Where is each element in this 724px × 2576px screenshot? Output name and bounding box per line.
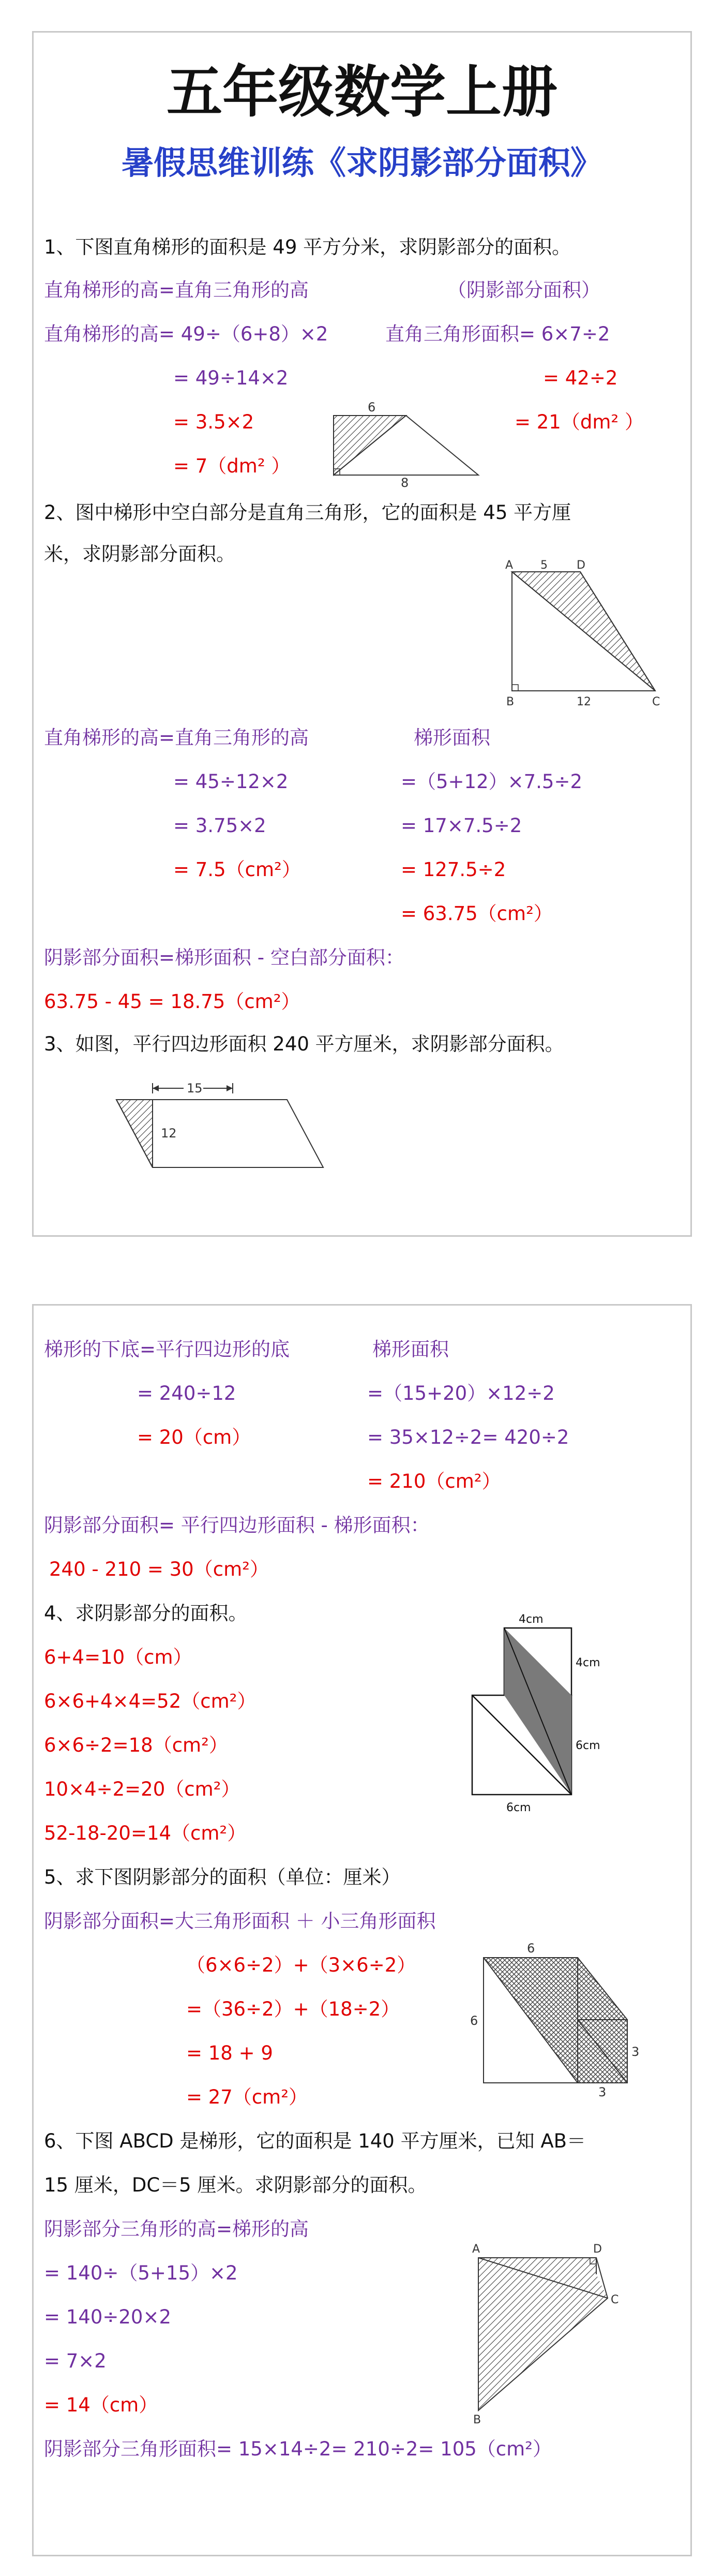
problem-6-question-1: 6、下图 ABCD 是梯形，它的面积是 140 平方厘米，已知 AB＝ [44, 2130, 586, 2152]
p1-line-5: = 7（dm² ） [173, 455, 291, 477]
p3-parallelogram-figure [111, 1073, 370, 1176]
problem-2-question-2: 米，求阴影部分面积。 [44, 543, 235, 565]
p1-label-bottom: 8 [401, 476, 409, 488]
p2-line-1: 直角梯形的高=直角三角形的高 [44, 727, 309, 749]
svg-text:3: 3 [598, 2085, 607, 2099]
p6-line-6: 阴影部分三角形面积= 15×14÷2= 210÷2= 105（cm²） [44, 2438, 552, 2460]
problem-6-question-2: 15 厘米，DC＝5 厘米。求阴影部分的面积。 [44, 2174, 427, 2196]
svg-text:C: C [611, 2293, 619, 2306]
p5-line-1: 阴影部分面积=大三角形面积 ＋ 小三角形面积 [44, 1910, 436, 1932]
p4-line-5: 52-18-20=14（cm²） [44, 1822, 247, 1844]
svg-text:6cm: 6cm [576, 1739, 600, 1752]
svg-text:5: 5 [540, 559, 548, 572]
p1-right-2: 直角三角形面积= 6×7÷2 [385, 323, 610, 345]
page-subtitle: 暑假思维训练《求阴影部分面积》 [121, 144, 602, 182]
p2-summary-1: 阴影部分面积=梯形面积 - 空白部分面积： [44, 946, 404, 969]
svg-text:C: C [652, 695, 660, 708]
svg-text:3: 3 [631, 2045, 640, 2059]
svg-text:6: 6 [527, 1941, 535, 1956]
p2-right-5: = 63.75（cm²） [401, 902, 553, 925]
p3-right-4: = 210（cm²） [367, 1470, 501, 1492]
p2-right-1: 梯形面积 [414, 727, 490, 749]
svg-text:B: B [473, 2414, 481, 2423]
p1-right-1: （阴影部分面积） [447, 279, 600, 301]
p6-line-2: = 140÷（5+15）×2 [44, 2262, 238, 2284]
p2-summary-2: 63.75 - 45 = 18.75（cm²） [44, 990, 300, 1013]
svg-text:4cm: 4cm [576, 1656, 600, 1669]
p5-line-5: = 27（cm²） [186, 2086, 308, 2108]
svg-text:6: 6 [470, 2014, 478, 2028]
p6-line-1: 阴影部分三角形的高=梯形的高 [44, 2218, 309, 2240]
p1-right-3: = 42÷2 [543, 367, 618, 389]
p5-line-3: =（36÷2）+（18÷2） [186, 1998, 400, 2020]
page-title: 五年级数学上册 [166, 60, 557, 125]
p3-line-1: 梯形的下底=平行四边形的底 [44, 1338, 290, 1360]
p4-line-1: 6+4=10（cm） [44, 1646, 192, 1668]
p5-squares-figure [463, 1937, 670, 2108]
p4-line-3: 6×6÷2=18（cm²） [44, 1734, 228, 1756]
p5-line-2: （6×6÷2）+（3×6÷2） [186, 1954, 416, 1976]
p6-line-5: = 14（cm） [44, 2394, 158, 2416]
svg-text:D: D [593, 2243, 602, 2256]
p2-line-2: = 45÷12×2 [173, 771, 289, 793]
p6-shaded-triangle [478, 2258, 608, 2410]
p1-line-2: 直角梯形的高= 49÷（6+8）×2 [44, 323, 328, 345]
svg-text:12: 12 [161, 1126, 177, 1141]
p4-line-4: 10×4÷2=20（cm²） [44, 1778, 240, 1800]
svg-text:B: B [506, 695, 515, 708]
svg-text:15: 15 [187, 1081, 203, 1095]
worksheet-page-2 [32, 1304, 692, 2556]
svg-text:12: 12 [577, 695, 591, 708]
p3-right-1: 梯形面积 [372, 1338, 449, 1360]
svg-text:A: A [472, 2243, 480, 2256]
problem-5-question: 5、求下图阴影部分的面积（单位：厘米） [44, 1866, 401, 1888]
p5-line-4: = 18 + 9 [186, 2042, 273, 2064]
svg-text:4cm: 4cm [519, 1613, 544, 1626]
p2-line-4: = 7.5（cm²） [173, 858, 301, 881]
p1-line-1: 直角梯形的高=直角三角形的高 [44, 279, 309, 301]
problem-4-question: 4、求阴影部分的面积。 [44, 1602, 248, 1624]
p6-line-3: = 140÷20×2 [44, 2306, 172, 2328]
p1-line-3: = 49÷14×2 [173, 367, 289, 389]
p2-line-3: = 3.75×2 [173, 815, 266, 837]
p2-right-3: = 17×7.5÷2 [401, 815, 522, 837]
p3-line-3: = 20（cm） [137, 1426, 251, 1448]
problem-3-question: 3、如图，平行四边形面积 240 平方厘米，求阴影部分面积。 [44, 1033, 564, 1055]
p6-trapezoid-figure [458, 2232, 634, 2423]
problem-2-question-1: 2、图中梯形中空白部分是直角三角形，它的面积是 45 平方厘 [44, 501, 571, 524]
p1-right-4: = 21（dm² ） [515, 411, 644, 433]
p3-summary-1: 阴影部分面积= 平行四边形面积 - 梯形面积： [44, 1514, 430, 1536]
p2-right-4: = 127.5÷2 [401, 858, 506, 881]
p1-line-4: = 3.5×2 [173, 411, 254, 433]
p3-right-3: = 35×12÷2= 420÷2 [367, 1426, 569, 1448]
p1-trapezoid-figure [323, 390, 494, 488]
worksheet-page-1 [32, 31, 692, 1237]
p4-squares-figure [463, 1608, 649, 1841]
p3-summary-2: 240 - 210 = 30（cm²） [49, 1558, 269, 1580]
p3-right-2: =（15+20）×12÷2 [367, 1382, 555, 1404]
p1-label-top: 6 [368, 400, 376, 414]
p2-trapezoid-figure [499, 555, 670, 710]
svg-text:A: A [505, 559, 514, 572]
p2-right-2: =（5+12）×7.5÷2 [401, 771, 583, 793]
p6-line-4: = 7×2 [44, 2350, 107, 2372]
p3-line-2: = 240÷12 [137, 1382, 236, 1404]
svg-text:D: D [577, 559, 585, 572]
p4-line-2: 6×6+4×4=52（cm²） [44, 1690, 257, 1712]
svg-text:6cm: 6cm [506, 1801, 531, 1814]
problem-1-question: 1、下图直角梯形的面积是 49 平方分米，求阴影部分的面积。 [44, 236, 571, 258]
